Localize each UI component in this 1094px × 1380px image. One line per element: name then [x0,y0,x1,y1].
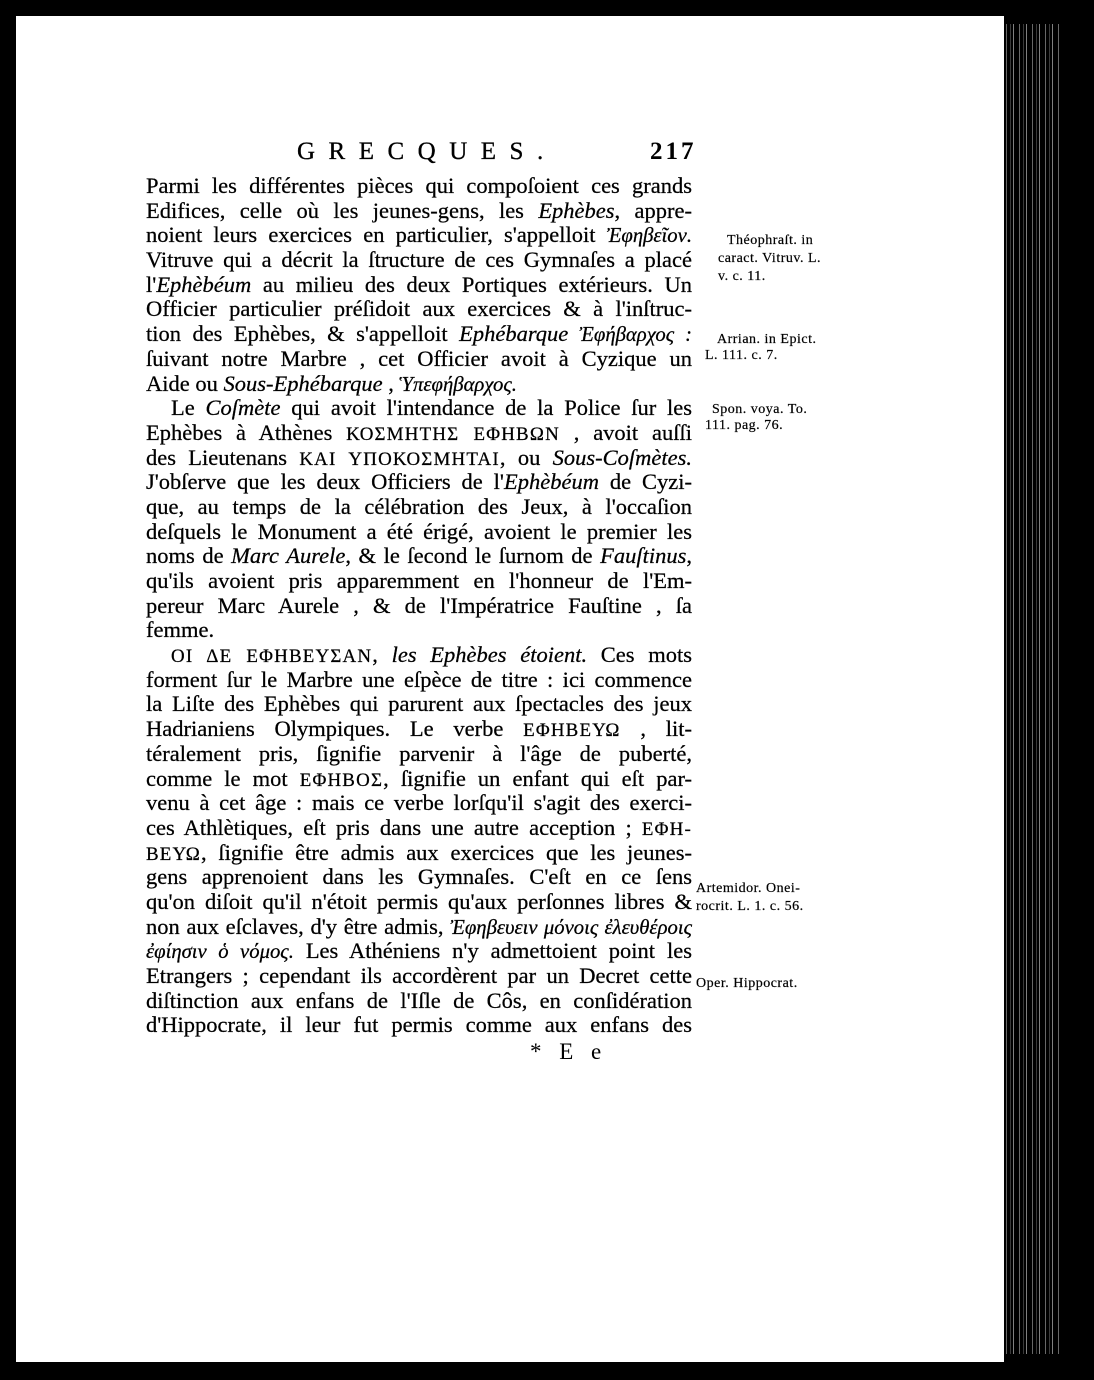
text-run: Etrangers ; cependant ils accordèrent par un Decret cette [146,963,692,988]
italic-run: Coſmète [205,395,281,421]
text-line [146,668,692,693]
marginal-note-line: Arrian. in Epict. [717,332,817,347]
text-run: Parmi les différentes pièces qui compoſoient ces grands [146,173,692,198]
text-run: qu'ils avoient pris apparemment en l'honneur de l'Em- [146,568,692,593]
text-run: au milieu des deux Portiques extérieurs. Un [251,271,692,297]
text-line [146,865,692,890]
text-run: Officier particulier préſidoit aux exercices & à l'inſtruc- [146,296,692,322]
greek-capitals-run: ΚΑΙ ΥΠΟΚΟΣΜΗΤΑΙ [299,448,500,470]
text-line [146,890,692,915]
greek-run: Ἐφήβαρχος : [568,324,692,347]
text-run: , lit- [620,716,693,742]
text-line [146,791,692,816]
text-run: , [686,543,693,569]
text-run: gens apprenoient dans les Gymnaſes. C'eſt en ce ſens [146,864,692,890]
greek-run: Ἐφηβεῖον. [606,225,692,248]
catchword: * E e [530,1039,608,1064]
marginal-note-line: L. 111. c. 7. [705,348,778,363]
text-run: noient leurs exercices en particulier, s'appelloit [146,222,607,248]
text-run: téralement pris, ſignifie parvenir à l'âge de puberté, [146,740,692,766]
text-run: Ces mots [587,642,693,668]
text-line [146,643,692,668]
text-line [146,372,692,397]
text-line [146,470,692,495]
text-run: ces Athlètiques, eſt pris dans une autre acception ; [146,814,642,840]
text-line [146,495,692,520]
text-run: , avoit auſſi [559,419,692,445]
text-line [146,618,692,643]
text-line [146,347,692,372]
text-line [146,692,692,717]
text-run: d'Hippocrate, il leur fut permis comme aux enfans des [146,1012,692,1038]
text-run: , [372,642,392,668]
text-run: la Liſte des Ephèbes qui parurent aux ſpectacles des jeux [146,691,692,717]
text-run: Hadrianiens Olympiques. Le verbe [146,716,524,742]
italic-run: Ephèbéum [156,271,252,297]
text-line [146,273,692,298]
italic-run: Fauſtinus [600,543,687,569]
text-line [146,767,692,792]
greek-capitals-run: ΚΟΣΜΗΤΗΣ ΕΦΗΒΩΝ [346,423,560,445]
marginal-note-line: 111. pag. 76. [705,418,784,433]
italic-run: Ephèbes [538,197,615,223]
greek-run: ἐφίησιν ὁ νόμος. [146,941,294,964]
italic-run: Ephèbéum [504,469,599,495]
text-run: , [382,370,400,396]
text-line [146,248,692,273]
text-run: , appre- [614,197,692,223]
page-number: 217 [650,138,697,165]
text-run: Le [171,395,206,421]
text-run: qu'on diſoit qu'il n'étoit permis qu'aux perſonnes libres & [146,888,692,914]
text-run: femme. [146,617,215,643]
text-run: Les Athéniens n'y admettoient point les [293,938,692,964]
italic-run: Sous-Coſmètes. [552,444,692,470]
text-run: tion des Ephèbes, & s'appelloit [146,321,460,347]
greek-run: Ὑπεφήβαρχος. [399,373,517,396]
text-run: diſtinction aux enfans de l'Iſle de Côs, en conſidération [146,987,692,1013]
text-run: venu à cet âge : mais ce verbe lorſqu'il s'agit des exerci- [146,790,692,816]
text-line [146,742,692,767]
text-line [146,297,692,322]
text-run: Aide ou [146,370,224,396]
marginal-note-line: rocrit. L. 1. c. 56. [696,899,804,914]
text-run: Ephèbes à Athènes [146,419,347,445]
page-edges [1004,24,1062,1354]
text-run: J'obſerve que les deux Officiers de l' [146,469,504,495]
text-line [146,816,692,841]
greek-capitals-run: ΕΦΗΒΟΣ [299,769,384,791]
text-run: de Cyzi- [598,469,692,495]
text-run: deſquels le Monument a été érigé, avoient le premier les [146,518,692,544]
greek-capitals-run: ΒΕΥΩ [146,843,201,865]
marginal-note-line: v. c. 11. [718,269,766,284]
italic-run: les Ephèbes étoient. [391,642,588,668]
text-line [146,841,692,866]
text-run: , ou [499,444,553,470]
text-line [146,446,692,471]
marginal-note-line: Oper. Hippocrat. [696,976,798,991]
text-run: des Lieutenans [146,444,300,470]
greek-run: Ἐφηβευειν μόνοις ἐλευθέροις [450,916,692,939]
text-line [146,544,692,569]
italic-run: Ephébarque [459,321,569,347]
text-run: Vitruve qui a décrit la ſtructure de ces Gymnaſes a placé [146,247,692,273]
running-title: GRECQUES. [297,138,557,165]
text-run: , ſignifie un enfant qui eſt par- [383,765,692,791]
text-run: Edifices, celle où les jeunes-gens, les [146,197,539,223]
text-run: comme le mot [146,765,300,791]
text-line [146,174,692,199]
text-line [146,569,692,594]
text-run: ſuivant notre Marbre , cet Officier avoit à Cyzique un [146,345,692,371]
greek-capitals-run: ΕΦΗΒΕΥΩ [523,720,621,742]
marginal-note-line: caract. Vitruv. L. [718,251,822,266]
text-line [146,199,692,224]
text-line [146,1013,692,1038]
text-line [146,421,692,446]
text-line [146,939,692,964]
text-line [146,964,692,989]
marginal-note-line: Artemidor. Onei- [696,881,801,896]
text-line [146,322,692,347]
text-run: , & le ſecond le ſurnom de [345,543,601,569]
marginal-note-line: Spon. voya. To. [712,402,808,417]
text-run: forment ſur le Marbre une eſpèce de titre : ici commence [146,666,692,692]
text-line [146,717,692,742]
greek-capitals-run: ΟΙ ΔΕ ΕΦΗΒΕΥΣΑΝ [171,646,373,668]
text-run: noms de [146,543,232,569]
text-line [146,915,692,940]
marginal-note-line: Théophraſt. in [727,233,814,248]
text-line [146,520,692,545]
text-run: , ſignifie être admis aux exercices que les jeunes- [200,839,692,865]
text-run: non aux eſclaves, d'y être admis, [146,913,451,939]
text-run: l' [146,271,157,297]
text-run: pereur Marc Aurele , & de l'Impératrice Fauſtine , ſa [146,592,692,618]
italic-run: Sous-Ephébarque [223,370,383,396]
text-line [146,396,692,421]
text-line [146,989,692,1014]
italic-run: Marc Aurele [231,543,346,569]
text-line [146,223,692,248]
text-line [146,594,692,619]
text-run: qui avoit l'intendance de la Police ſur les [280,395,693,421]
text-run: que, au temps de la célébration des Jeux, à l'occaſion [146,493,692,519]
main-text-column [146,174,692,1038]
greek-capitals-run: ΕΦΗ- [641,818,692,840]
